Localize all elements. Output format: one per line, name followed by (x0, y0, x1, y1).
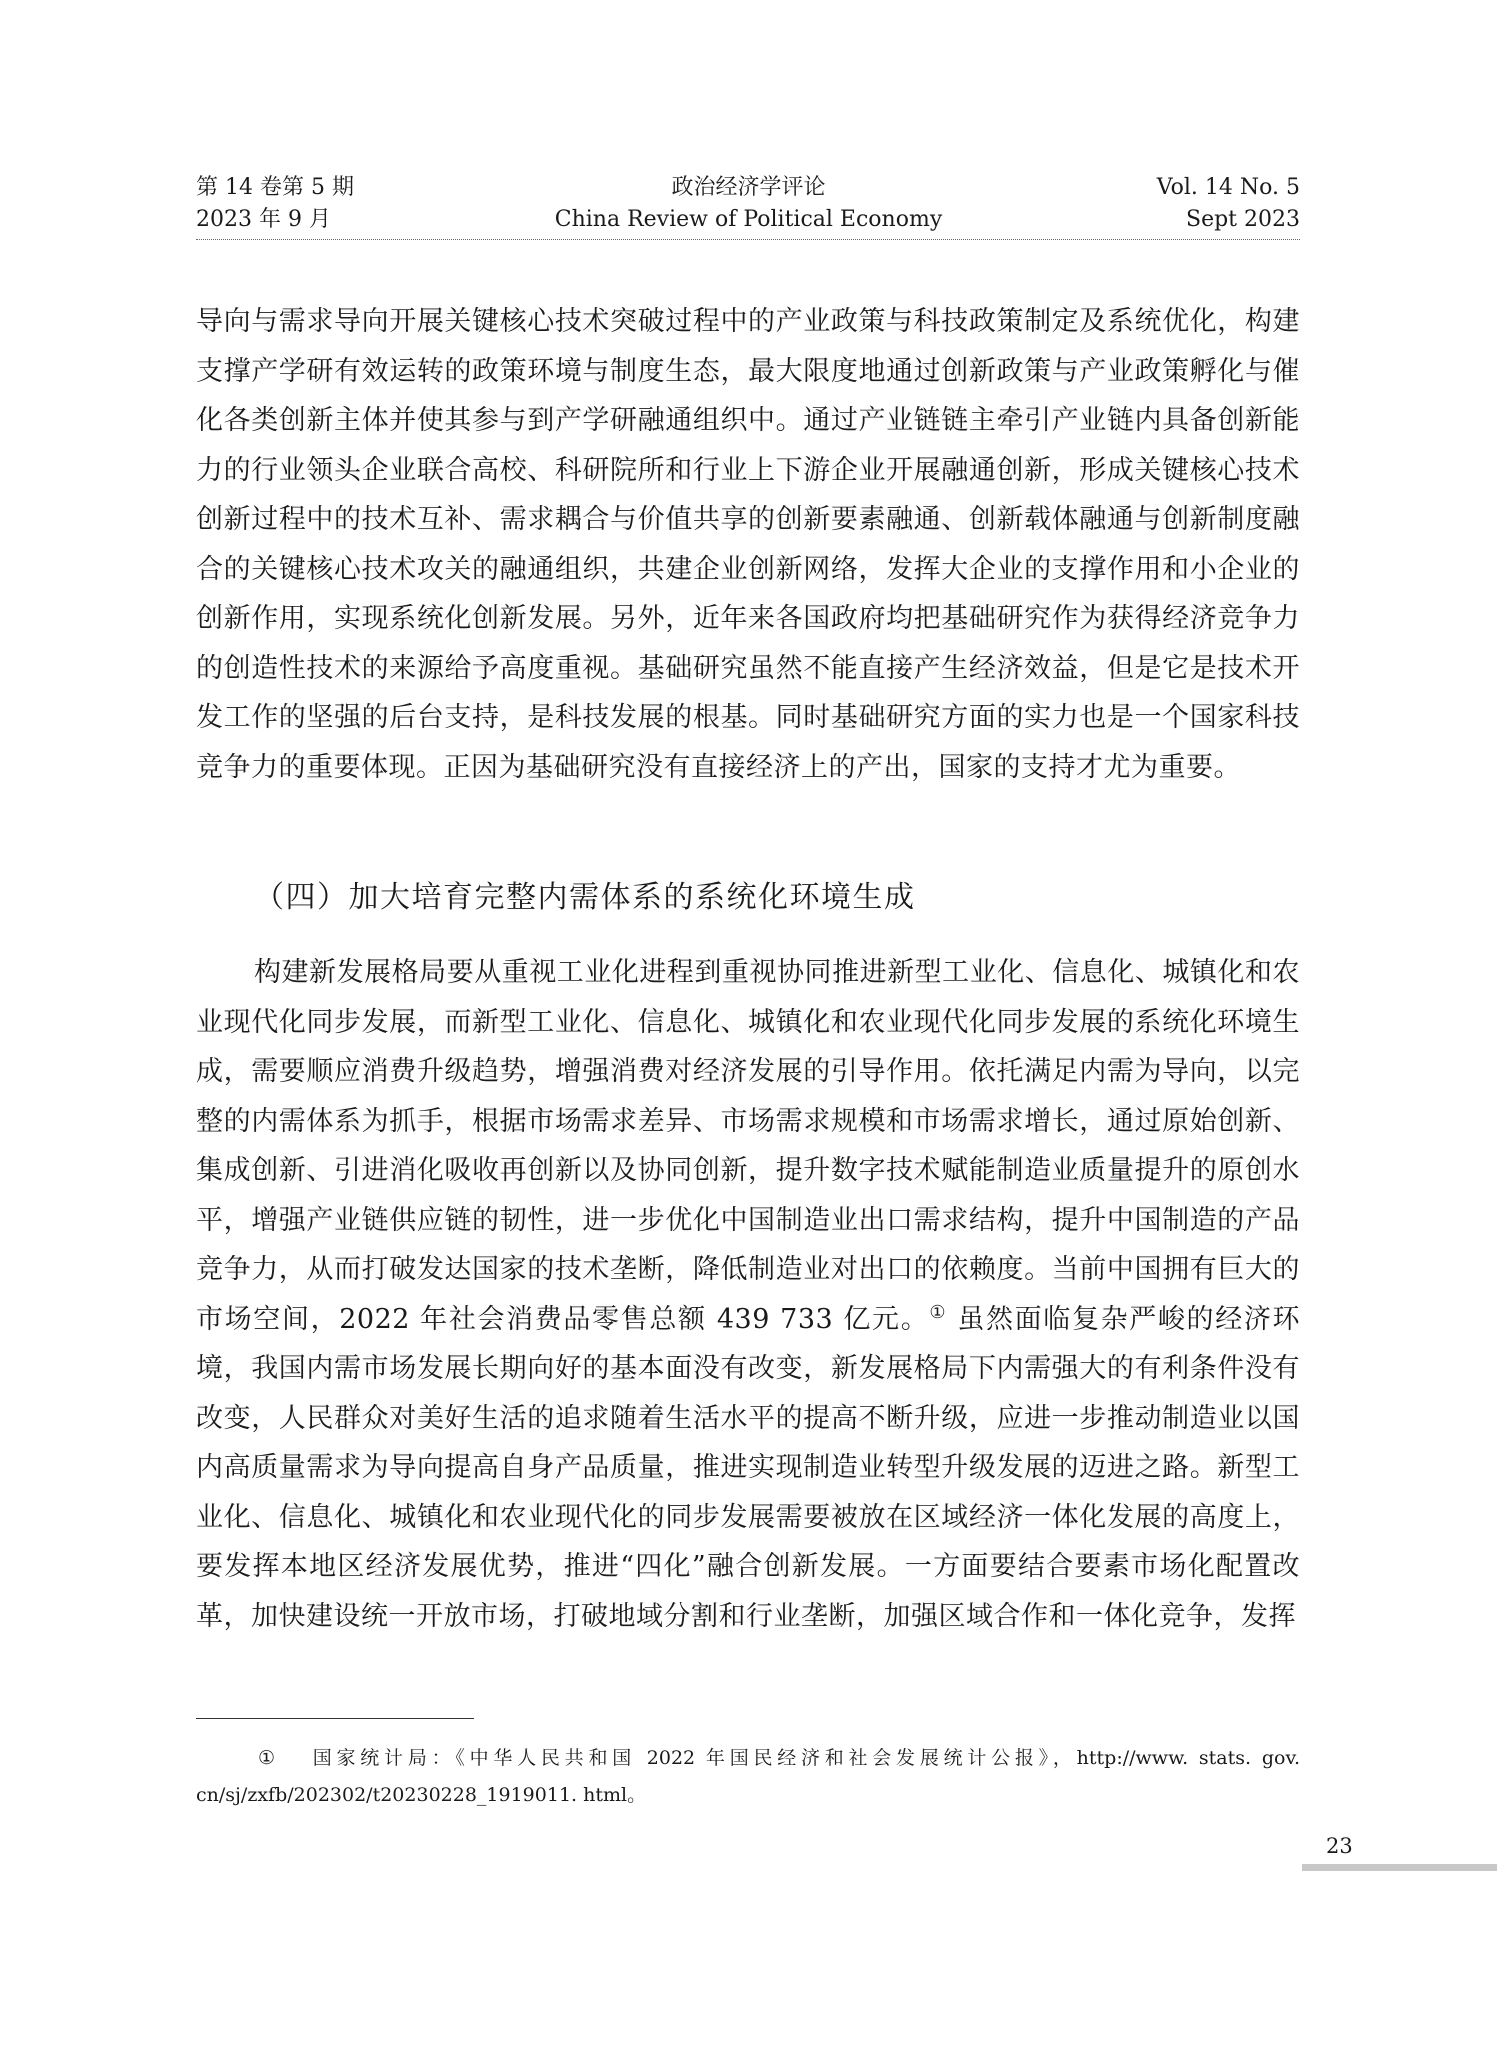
paragraph-2-text-a: 构建新发展格局要从重视工业化进程到重视协同推进新型工业化、信息化、城镇化和农业现代化同步发展，而新型工业化、信息化、城镇化和农业现代化同步发展的系统化环境生成，需要顺应消费升级趋势，增强消费对经济发展的引导作用。依托满足内需为导向，以完整的内需体系为抓手，根据市场需求差异、市场需求规模和市场需求增长，通过原始创新、集成创新、引进消化吸收再创新以及协同创新，提升数字技术赋能制造业质量提升的原创水平，增强产业链供应链的韧性，进一步优化中国制造业出口需求结构，提升中国制造的产品竞争力，从而打破发达国家的技术垄断，降低制造业对出口的依赖度。当前中国拥有巨大的市场空间，2022 年社会消费品零售总额 439 733 亿元。 (196, 957, 1300, 1335)
footnote-reference[interactable]: ① (929, 1301, 948, 1323)
header-divider (196, 239, 1300, 240)
publication-date: 2023 年 9 月 (196, 207, 331, 232)
running-header-right (1157, 172, 1300, 236)
volume-issue: 第 14 卷第 5 期 (196, 175, 354, 200)
publication-date-english: Sept 2023 (1186, 207, 1300, 232)
page-number: 23 (1326, 1834, 1353, 1858)
body-paragraph-1: 导向与需求导向开展关键核心技术突破过程中的产业政策与科技政策制定及系统优化，构建支撑产学研有效运转的政策环境与制度生态，最大限度地通过创新政策与产业政策孵化与催化各类创新主体并使其参与到产学研融通组织中。通过产业链链主牵引产业链内具备创新能力的行业领头企业联合高校、科研院所和行业上下游企业开展融通创新，形成关键核心技术创新过程中的技术互补、需求耦合与价值共享的创新要素融通、创新载体融通与创新制度融合的关键核心技术攻关的融通组织，共建企业创新网络，发挥大企业的支撑作用和小企业的创新作用，实现系统化创新发展。另外，近年来各国政府均把基础研究作为获得经济竞争力的创造性技术的来源给予高度重视。基础研究虽然不能直接产生经济效益，但是它是技术开发工作的坚强的后台支持，是科技发展的根基。同时基础研究方面的实力也是一个国家科技竞争力的重要体现。正因为基础研究没有直接经济上的产出，国家的支持才尤为重要。 (196, 306, 1300, 783)
footnote (196, 1740, 1300, 1814)
footnote-marker: ① (258, 1747, 276, 1769)
paragraph-2-text-b: 虽然面临复杂严峻的经济环境，我国内需市场发展长期向好的基本面没有改变，新发展格局下内需强大的有利条件没有改变，人民群众对美好生活的追求随着生活水平的提高不断升级，应进一步推动制造业以国内高质量需求为导向提高自身产品质量，推进实现制造业转型升级发展的迈进之路。新型工业化、信息化、城镇化和农业现代化的同步发展需要被放在区域经济一体化发展的高度上，要发挥本地区经济发展优势，推进“四化”融合创新发展。一方面要结合要素市场化配置改革，加快建设统一开放市场，打破地域分割和行业垄断，加强区域合作和一体化竞争，发挥 (196, 1303, 1300, 1632)
page-number-bar (1302, 1864, 1497, 1871)
volume-issue-english: Vol. 14 No. 5 (1156, 175, 1300, 200)
journal-title-english: China Review of Political Economy (554, 207, 943, 232)
footnote-divider (196, 1718, 474, 1719)
journal-title-chinese: 政治经济学评论 (671, 175, 826, 200)
body-paragraph-2 (196, 948, 1300, 1641)
section-heading: （四）加大培育完整内需体系的系统化环境生成 (254, 880, 916, 915)
footnote-text: 国家统计局：《中华人民共和国 2022 年国民经济和社会发展统计公报》，http://www. stats. gov. cn/sj/zxfb/202302/t20230228_1919011. html。 (196, 1747, 1300, 1806)
